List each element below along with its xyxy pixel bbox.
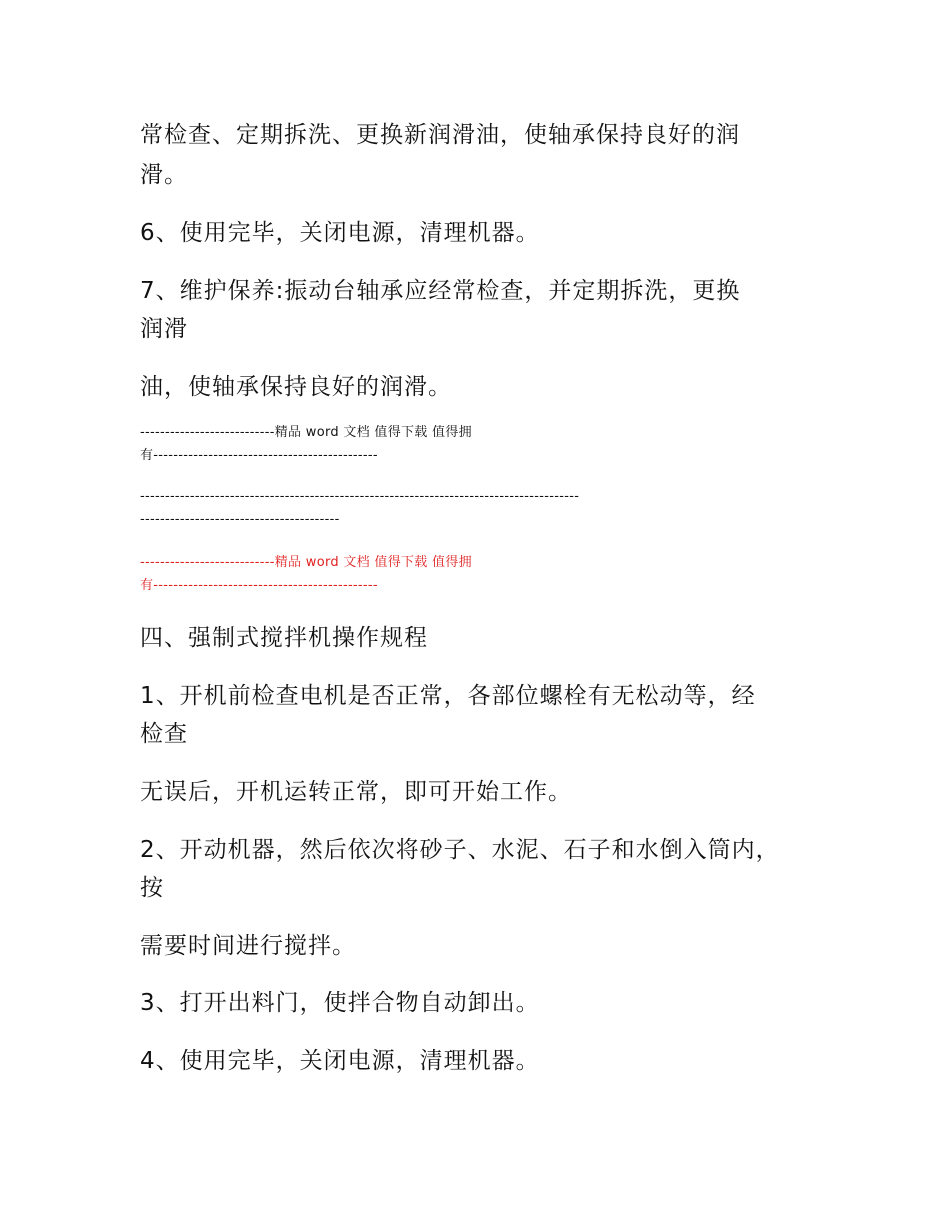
watermark-line: 有---------------------------------------------	[140, 448, 378, 463]
paragraph-line: 2、开动机器，然后依次将砂子、水泥、石子和水倒入筒内，	[140, 837, 780, 863]
paragraph-line: 6、使用完毕，关闭电源，清理机器。	[140, 220, 540, 246]
paragraph-line: 无误后，开机运转正常，即可开始工作。	[140, 779, 572, 805]
paragraph-line: 润滑	[140, 316, 188, 342]
watermark-line: ---------------------------精品 word 文档 值得下载 值得拥	[140, 425, 472, 440]
paragraph-line: 按	[140, 875, 164, 901]
separator-line: ----------------------------------------------------------------------------------------	[140, 489, 580, 504]
watermark-line-red: ---------------------------精品 word 文档 值得下载 值得拥	[140, 555, 472, 570]
paragraph-line: 滑。	[140, 162, 188, 188]
paragraph-line: 常检查、定期拆洗、更换新润滑油，使轴承保持良好的润	[140, 122, 740, 148]
paragraph-line: 检查	[140, 721, 188, 747]
paragraph-line: 4、使用完毕，关闭电源，清理机器。	[140, 1048, 540, 1074]
watermark-line-red: 有---------------------------------------------	[140, 578, 378, 593]
paragraph-line: 7、维护保养:振动台轴承应经常检查，并定期拆洗，更换	[140, 278, 741, 304]
paragraph-line: 1、开机前检查电机是否正常，各部位螺栓有无松动等，经	[140, 683, 756, 709]
separator-line: ----------------------------------------	[140, 512, 340, 527]
paragraph-line: 需要时间进行搅拌。	[140, 933, 356, 959]
section-heading: 四、强制式搅拌机操作规程	[140, 625, 428, 651]
paragraph-line: 3、打开出料门，使拌合物自动卸出。	[140, 990, 540, 1016]
paragraph-line: 油，使轴承保持良好的润滑。	[140, 374, 452, 400]
